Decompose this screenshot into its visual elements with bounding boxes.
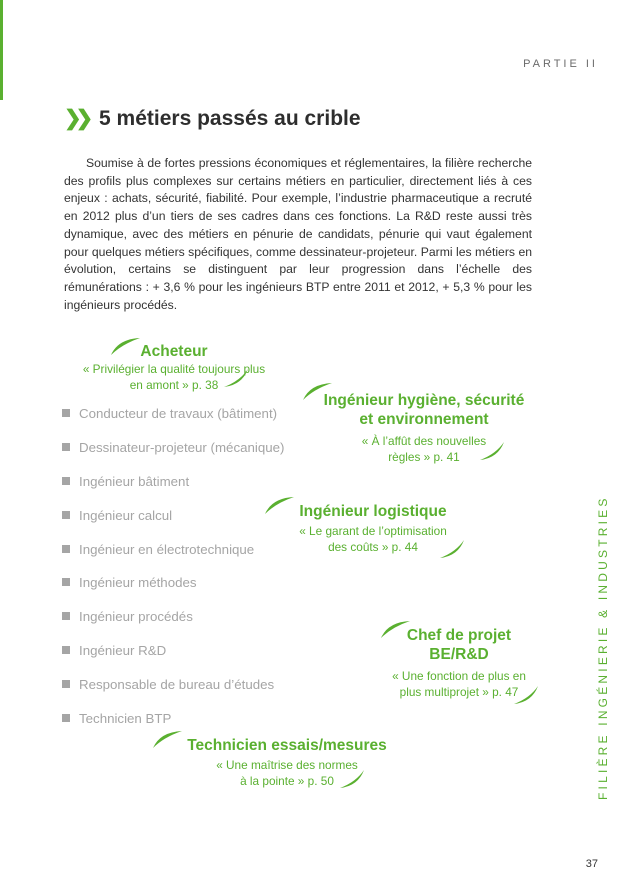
callout-title: Chef de projet BE/R&D bbox=[406, 627, 512, 663]
list-item-label: Technicien BTP bbox=[79, 711, 172, 727]
intro-paragraph: Soumise à de fortes pressions économiques et réglementaires, la filière recherche des profils plus complexes sur certains métiers en particulier, directement liés à ces enjeux : achats, sécurité, fiabilité. Pour exemple, l’industrie pharmaceutique a recruté en 2012 plus d’un tiers de ses cadres dans ces fonctions. La R&D reste aussi très dynamique, avec des métiers en pénurie de candidats, pénurie qui vaut également pour quelques métiers spécifiques, comme dessinateur-projeteur. Parmi les métiers en évolution, certains se distinguent par leur progression dans l’échelle des rémunérations : + 3,6 % pour les ingénieurs BTP entre 2011 et 2012, + 5,3 % pour les ingénieurs procédés. bbox=[64, 156, 532, 312]
list-item bbox=[62, 668, 284, 702]
swoosh-icon bbox=[478, 440, 508, 462]
list-item-label: Ingénieur procédés bbox=[79, 609, 193, 625]
list-item-label: Ingénieur en électrotechnique bbox=[79, 541, 255, 557]
side-section-label: FILIÈRE INGÉNIERIE & INDUSTRIES bbox=[596, 495, 610, 800]
list-item-label: Dessinateur-projeteur (mécanique) bbox=[79, 439, 285, 455]
callout-title: Ingénieur logistique bbox=[299, 503, 447, 520]
list-item bbox=[62, 600, 284, 634]
page-title bbox=[64, 106, 361, 131]
callout-technicien-essais[interactable] bbox=[170, 736, 404, 789]
list-item-label: Ingénieur calcul bbox=[79, 507, 173, 523]
swoosh-icon bbox=[338, 768, 368, 790]
callout-quote: « Une maîtrise des normes à la pointe » p. 50 bbox=[216, 758, 358, 788]
square-bullet-icon bbox=[62, 646, 70, 654]
square-bullet-icon bbox=[62, 612, 70, 620]
page-number: 37 bbox=[585, 858, 598, 870]
list-item bbox=[62, 499, 284, 533]
callout-title: Acheteur bbox=[140, 343, 208, 360]
callout-title: Technicien essais/mesures bbox=[187, 737, 387, 754]
list-item bbox=[62, 634, 284, 668]
list-item bbox=[62, 397, 284, 431]
list-item bbox=[62, 533, 284, 567]
callout-quote: « Le garant de l’optimisation des coûts » p. 44 bbox=[299, 524, 447, 554]
list-item bbox=[62, 465, 284, 499]
square-bullet-icon bbox=[62, 511, 70, 519]
page-title-text: 5 métiers passés au crible bbox=[99, 107, 361, 130]
jobs-list bbox=[62, 397, 284, 736]
list-item bbox=[62, 431, 284, 465]
double-chevron-icon: ❯❯ bbox=[64, 107, 88, 130]
square-bullet-icon bbox=[62, 477, 70, 485]
section-label: PARTIE II bbox=[523, 58, 598, 70]
list-item-label: Responsable de bureau d’études bbox=[79, 677, 275, 693]
swoosh-icon bbox=[222, 367, 252, 389]
list-item-label: Ingénieur méthodes bbox=[79, 575, 197, 591]
square-bullet-icon bbox=[62, 443, 70, 451]
square-bullet-icon bbox=[62, 680, 70, 688]
swoosh-icon bbox=[438, 538, 468, 560]
list-item-label: Conducteur de travaux (bâtiment) bbox=[79, 406, 278, 421]
square-bullet-icon bbox=[62, 578, 70, 586]
square-bullet-icon bbox=[62, 409, 70, 417]
square-bullet-icon bbox=[62, 545, 70, 553]
square-bullet-icon bbox=[62, 714, 70, 722]
callout-quote: « À l’affût des nouvelles règles » p. 41 bbox=[361, 434, 487, 464]
list-item-label: Ingénieur R&D bbox=[79, 643, 167, 659]
callout-hygiene-securite[interactable] bbox=[302, 391, 546, 465]
callout-quote: « Privilégier la qualité toujours plus en amont » p. 38 bbox=[82, 362, 266, 392]
callout-title: Ingénieur hygiène, sécurité et environnement bbox=[323, 392, 525, 428]
left-accent-bar bbox=[0, 0, 3, 100]
callout-quote: « Une fonction de plus en plus multiprojet » p. 47 bbox=[392, 669, 526, 699]
list-item bbox=[62, 566, 284, 600]
list-item-label: Ingénieur bâtiment bbox=[79, 473, 190, 489]
swoosh-icon bbox=[512, 684, 542, 706]
